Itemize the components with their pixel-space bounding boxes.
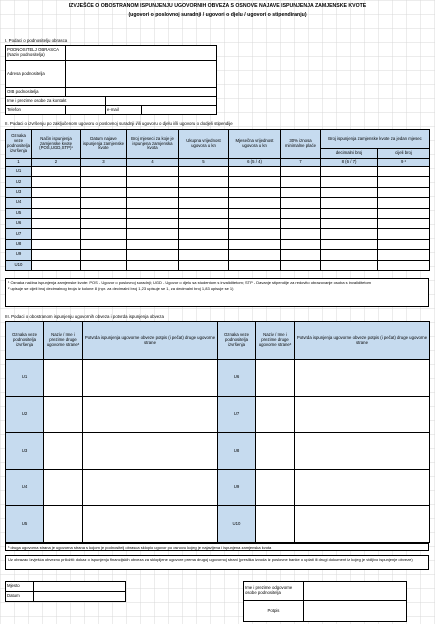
mjesto-field[interactable] xyxy=(34,582,126,592)
section1-title: I. Podaci o podnositelju obrasca xyxy=(5,38,68,43)
col-number: 3 xyxy=(81,159,127,167)
table-cell[interactable] xyxy=(281,187,321,197)
adresa-label: Adresa podnositelja xyxy=(6,61,66,88)
table-row xyxy=(6,260,430,270)
row-label: U3 xyxy=(6,187,32,197)
table-row xyxy=(6,187,430,197)
form-title: IZVJEŠĆE O OBOSTRANOM ISPUNJENJU UGOVORNIH OBVEZA S OSNOVE NAJAVE ISPUNJENJA ZAMJENSKE KVOTE xyxy=(68,3,367,9)
row-label: U6 xyxy=(6,218,32,228)
table-cell[interactable] xyxy=(378,167,430,177)
table-cell[interactable] xyxy=(83,433,218,470)
row-label: U9 xyxy=(218,469,256,506)
row-label: U7 xyxy=(218,396,256,433)
table-row xyxy=(6,469,430,506)
ime-odgovorne-label: Ime i prezime odgovorne osobe podnositelja xyxy=(244,582,304,601)
email-field[interactable] xyxy=(142,106,217,115)
table-cell[interactable] xyxy=(81,260,127,270)
table-cell[interactable] xyxy=(32,239,81,249)
table-cell[interactable] xyxy=(295,396,430,433)
table-cell[interactable] xyxy=(321,229,378,239)
table-cell[interactable] xyxy=(321,167,378,177)
table-cell[interactable] xyxy=(81,239,127,249)
table-cell[interactable] xyxy=(127,167,179,177)
table-cell[interactable] xyxy=(179,167,229,177)
table-cell[interactable] xyxy=(378,177,430,187)
table-cell[interactable] xyxy=(81,208,127,218)
table-cell[interactable] xyxy=(229,198,281,208)
table-cell[interactable] xyxy=(32,218,81,228)
table-cell[interactable] xyxy=(295,360,430,397)
table-cell[interactable] xyxy=(127,250,179,260)
table-cell[interactable] xyxy=(295,469,430,506)
footnotes-section2 xyxy=(5,278,429,307)
table-cell[interactable] xyxy=(179,250,229,260)
table-cell[interactable] xyxy=(127,239,179,249)
col-number: 4 xyxy=(127,159,179,167)
table-cell[interactable] xyxy=(281,167,321,177)
datum-label: Datum xyxy=(6,592,34,602)
col-mjeseci-header: Broj mjeseci za koje je ispunjena zamjenska kvota xyxy=(127,130,179,159)
table-row xyxy=(6,239,430,249)
table-row xyxy=(6,198,430,208)
row-label: U4 xyxy=(6,469,44,506)
table-cell[interactable] xyxy=(179,229,229,239)
col-cijeli-header: cijeli broj xyxy=(378,149,430,159)
table-cell[interactable] xyxy=(281,177,321,187)
row-label: U5 xyxy=(6,208,32,218)
col-oznaka-header: Oznaka veze podnositelja izvršenja xyxy=(6,130,32,159)
table-row xyxy=(6,250,430,260)
table-row xyxy=(6,396,430,433)
row-label: U1 xyxy=(6,167,32,177)
section1-table xyxy=(5,45,216,115)
potpis-field[interactable] xyxy=(304,601,407,622)
table-cell[interactable] xyxy=(32,177,81,187)
table-cell[interactable] xyxy=(229,260,281,270)
row-label: U2 xyxy=(6,396,44,433)
table-cell[interactable] xyxy=(295,506,430,543)
footnote-2: ² upisuje se cijeli broj decimalnog broja iz kolone 8 (npr. za decimalni broj 1,23 upisuje se 1, za decimalni broj 1,83 upisuje se 1) xyxy=(8,286,234,291)
table-cell[interactable] xyxy=(32,208,81,218)
table-cell[interactable] xyxy=(378,218,430,228)
table-cell[interactable] xyxy=(179,218,229,228)
table-cell[interactable] xyxy=(321,250,378,260)
col-number: 6 (5 / 4) xyxy=(229,159,281,167)
table-cell[interactable] xyxy=(281,208,321,218)
row-label: U7 xyxy=(6,229,32,239)
table-cell[interactable] xyxy=(378,250,430,260)
table-row xyxy=(6,506,430,543)
table-cell[interactable] xyxy=(127,208,179,218)
telefon-field[interactable] xyxy=(66,106,106,115)
s3-oznaka-header-left: Oznaka veze podnositelja izvršenja xyxy=(6,322,44,360)
table-cell[interactable] xyxy=(81,198,127,208)
table-cell[interactable] xyxy=(179,260,229,270)
col-ukupna-header: Ukupna vrijednost ugovora u kn xyxy=(179,130,229,159)
table-row xyxy=(6,360,430,397)
table-cell[interactable] xyxy=(281,198,321,208)
place-date-table xyxy=(5,581,125,602)
table-cell[interactable] xyxy=(229,239,281,249)
col-number: 2 xyxy=(32,159,81,167)
s3-potvrda-header-right: Potvrda ispunjenja ugovorne obveze potpis (i pečat) druge ugovorne strane xyxy=(295,322,430,360)
table-cell[interactable] xyxy=(32,229,81,239)
col-number: 1 xyxy=(6,159,32,167)
table-cell[interactable] xyxy=(281,260,321,270)
table-cell[interactable] xyxy=(179,198,229,208)
table-row xyxy=(6,167,430,177)
table-cell[interactable] xyxy=(83,360,218,397)
s3-naziv-header-left: Naziv / Ime i prezime druge ugovorne strane³ xyxy=(44,322,83,360)
section2-title: II. Podaci o izvršenju po zaključenom ugovoru o poslovnoj suradnji i/ili ugovoru o djelu i/ili ugovoru o dodjeli stipendije xyxy=(5,121,233,126)
table-cell[interactable] xyxy=(229,208,281,218)
table-cell[interactable] xyxy=(281,229,321,239)
table-cell[interactable] xyxy=(81,177,127,187)
table-cell[interactable] xyxy=(378,229,430,239)
table-cell[interactable] xyxy=(179,208,229,218)
table-cell[interactable] xyxy=(229,229,281,239)
table-cell[interactable] xyxy=(32,187,81,197)
table-cell[interactable] xyxy=(281,250,321,260)
table-cell[interactable] xyxy=(44,360,83,397)
row-label: U4 xyxy=(6,198,32,208)
row-label: U2 xyxy=(6,177,32,187)
oib-field[interactable] xyxy=(66,88,217,97)
table-cell[interactable] xyxy=(321,208,378,218)
table-cell[interactable] xyxy=(378,260,430,270)
ime-odgovorne-field[interactable] xyxy=(304,582,407,601)
table-cell[interactable] xyxy=(229,187,281,197)
col-nacin-header: Način ispunjenja zamjenske kvote (POS,UGD,STP)¹ xyxy=(32,130,81,159)
col-number: 7 xyxy=(281,159,321,167)
table-cell[interactable] xyxy=(127,218,179,228)
podnositelj-label: PODNOSITELJ OBRASCA (Naziv podnositelja) xyxy=(6,46,66,61)
section2-table xyxy=(5,129,429,271)
oib-label: OIB podnositelja xyxy=(6,88,66,97)
row-label: U10 xyxy=(6,260,32,270)
telefon-label: Telefon xyxy=(6,106,66,115)
col-mjesecna-header: Mjesečna vrijednost ugovora u kn xyxy=(229,130,281,159)
s3-naziv-header-right: Naziv / Ime i prezime druge ugovorne strane³ xyxy=(256,322,295,360)
table-cell[interactable] xyxy=(44,506,83,543)
table-cell[interactable] xyxy=(229,250,281,260)
table-cell[interactable] xyxy=(32,250,81,260)
row-label: U10 xyxy=(218,506,256,543)
table-cell[interactable] xyxy=(256,433,295,470)
table-cell[interactable] xyxy=(378,187,430,197)
table-row xyxy=(6,229,430,239)
potpis-label: Potpis xyxy=(244,601,304,622)
row-label: U1 xyxy=(6,360,44,397)
kontakt-field[interactable] xyxy=(106,97,217,106)
table-cell[interactable] xyxy=(83,396,218,433)
table-cell[interactable] xyxy=(179,177,229,187)
signature-table xyxy=(243,581,406,622)
table-cell[interactable] xyxy=(81,250,127,260)
table-cell[interactable] xyxy=(378,198,430,208)
row-label: U3 xyxy=(6,433,44,470)
col-decimalni-header: decimalni broj xyxy=(321,149,378,159)
footnote-1: ¹ Oznaka načina ispunjenja zamjenske kvote: POS - Ugovor o poslovnoj suradnji; UGD - Ugovor o djelu sa studentom s invaliditetom; STP - Davanje stipendije za redovito obrazovanje osoba s invaliditetom xyxy=(8,280,371,285)
row-label: U8 xyxy=(6,239,32,249)
table-cell[interactable] xyxy=(295,433,430,470)
table-cell[interactable] xyxy=(321,198,378,208)
table-row xyxy=(6,433,430,470)
podnositelj-field[interactable] xyxy=(66,46,217,61)
col-30posto-header: 30% iznosa minimalne plaće xyxy=(281,130,321,159)
table-cell[interactable] xyxy=(32,198,81,208)
s3-potvrda-header-left: Potvrda ispunjenja ugovorne obveze potpis (i pečat) druge ugovorne strane xyxy=(83,322,218,360)
row-label: U5 xyxy=(6,506,44,543)
table-cell[interactable] xyxy=(44,469,83,506)
table-cell[interactable] xyxy=(229,177,281,187)
table-cell[interactable] xyxy=(179,187,229,197)
table-cell[interactable] xyxy=(229,167,281,177)
table-cell[interactable] xyxy=(321,218,378,228)
table-cell[interactable] xyxy=(321,187,378,197)
col-broj-header: Broj ispunjenja zamjenske kvote za jedan mjesec xyxy=(321,130,430,149)
table-cell[interactable] xyxy=(127,229,179,239)
table-cell[interactable] xyxy=(179,239,229,249)
table-cell[interactable] xyxy=(81,187,127,197)
table-cell[interactable] xyxy=(83,469,218,506)
row-label: U8 xyxy=(218,433,256,470)
table-cell[interactable] xyxy=(127,198,179,208)
footnote-3: ³ druga ugovorna strana je ugovorna strana s kojom je podnositelj obrasca sklopio ugovor po osnovu kojeg je najavljena i ispunjena zamjenska kvota xyxy=(5,543,429,551)
table-cell[interactable] xyxy=(281,239,321,249)
table-row xyxy=(6,177,430,187)
table-cell[interactable] xyxy=(81,229,127,239)
form-subtitle: (ugovori o poslovnoj suradnji / ugovori o djelu / ugovori o stipendiranju) xyxy=(128,12,307,18)
table-cell[interactable] xyxy=(256,360,295,397)
col-number: 5 xyxy=(179,159,229,167)
s3-oznaka-header-right: Oznaka veze podnositelja izvršenja xyxy=(218,322,256,360)
col-number: 9 ² xyxy=(378,159,430,167)
section3-table xyxy=(5,321,429,543)
email-label: e-mail xyxy=(106,106,142,115)
table-cell[interactable] xyxy=(321,239,378,249)
table-cell[interactable] xyxy=(378,208,430,218)
table-cell[interactable] xyxy=(281,218,321,228)
table-row xyxy=(6,218,430,228)
column-numbers-row xyxy=(6,159,430,167)
table-cell[interactable] xyxy=(44,433,83,470)
table-cell[interactable] xyxy=(256,506,295,543)
table-cell[interactable] xyxy=(256,469,295,506)
table-cell[interactable] xyxy=(256,396,295,433)
col-number: 8 (6 / 7) xyxy=(321,159,378,167)
table-cell[interactable] xyxy=(127,187,179,197)
footnote-4: Uz obrazac Izvješća obvezno priložiti: dokaz o ispunjenju financijskih obveza za sklopljene ugovore prema drugoj ugovornoj strani (preslika izvoda iz poslovne banke o uplati ili drugi dokument iz kojeg je vidljivo ispunjenje obveze) xyxy=(5,555,429,570)
adresa-field[interactable] xyxy=(66,61,217,88)
table-cell[interactable] xyxy=(321,177,378,187)
table-cell[interactable] xyxy=(32,167,81,177)
mjesto-label: Mjesto xyxy=(6,582,34,592)
table-row xyxy=(6,208,430,218)
table-cell[interactable] xyxy=(81,167,127,177)
table-cell[interactable] xyxy=(127,177,179,187)
table-cell[interactable] xyxy=(378,239,430,249)
datum-field[interactable] xyxy=(34,592,126,602)
table-cell[interactable] xyxy=(229,218,281,228)
kontakt-label: Ime i prezime osobe za kontakt xyxy=(6,97,106,106)
table-cell[interactable] xyxy=(81,218,127,228)
table-cell[interactable] xyxy=(127,260,179,270)
table-cell[interactable] xyxy=(32,260,81,270)
table-cell[interactable] xyxy=(44,396,83,433)
table-cell[interactable] xyxy=(321,260,378,270)
col-datum-header: Datum najave ispunjenja zamjenske kvote xyxy=(81,130,127,159)
row-label: U9 xyxy=(6,250,32,260)
table-cell[interactable] xyxy=(83,506,218,543)
section3-title: III. Podaci o obostranom ispunjenju ugovornih obveza i potvrda ispunjenja obveza xyxy=(5,314,164,319)
row-label: U6 xyxy=(218,360,256,397)
